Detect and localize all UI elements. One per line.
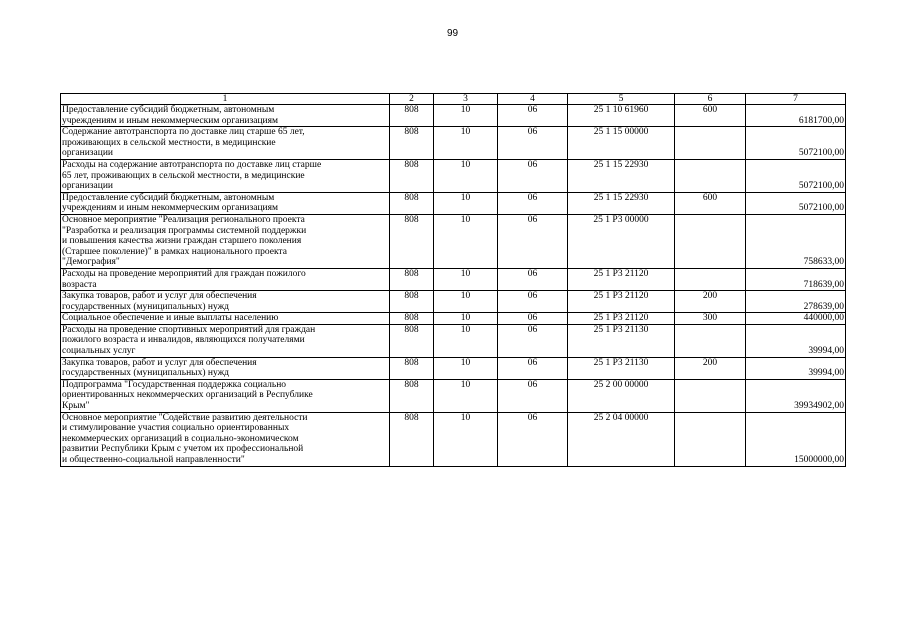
row-target-article-cell: 25 2 00 00000 [568, 379, 675, 412]
row-ministry-code-cell: 808 [390, 379, 434, 412]
row-ministry-code-cell: 808 [390, 214, 434, 268]
row-expense-type-cell [675, 324, 746, 357]
row-amount-cell: 39994,00 [746, 324, 846, 357]
row-target-article-cell: 25 1 P3 21130 [568, 324, 675, 357]
row-name-cell: Расходы на проведение мероприятий для граждан пожилого возраста [61, 268, 390, 290]
row-section-cell: 10 [434, 324, 498, 357]
row-name-cell: Предоставление субсидий бюджетным, автономным учреждениям и иным некоммерческим организациям [61, 105, 390, 127]
row-target-article-cell: 25 1 10 61960 [568, 105, 675, 127]
row-amount-cell: 758633,00 [746, 214, 846, 268]
header-cell-2: 2 [390, 94, 434, 105]
row-amount-cell: 39994,00 [746, 357, 846, 379]
row-section-cell: 10 [434, 313, 498, 325]
row-ministry-code-cell: 808 [390, 268, 434, 290]
row-section-cell: 10 [434, 105, 498, 127]
row-ministry-code-cell: 808 [390, 159, 434, 192]
row-expense-type-cell: 600 [675, 105, 746, 127]
header-cell-5: 5 [568, 94, 675, 105]
table-row [61, 192, 846, 214]
header-cell-6: 6 [675, 94, 746, 105]
row-target-article-cell: 25 1 15 22930 [568, 159, 675, 192]
row-target-article-cell: 25 2 04 00000 [568, 412, 675, 466]
row-section-cell: 10 [434, 159, 498, 192]
row-section-cell: 10 [434, 291, 498, 313]
table-row [61, 357, 846, 379]
row-ministry-code-cell: 808 [390, 324, 434, 357]
row-ministry-code-cell: 808 [390, 192, 434, 214]
header-cell-1: 1 [61, 94, 390, 105]
row-subsection-cell: 06 [498, 379, 568, 412]
row-expense-type-cell [675, 379, 746, 412]
row-expense-type-cell: 200 [675, 357, 746, 379]
row-target-article-cell: 25 1 P3 21120 [568, 291, 675, 313]
row-section-cell: 10 [434, 412, 498, 466]
table-row [61, 291, 846, 313]
row-amount-cell: 5072100,00 [746, 159, 846, 192]
row-amount-cell: 5072100,00 [746, 192, 846, 214]
row-subsection-cell: 06 [498, 357, 568, 379]
row-target-article-cell: 25 1 P3 21120 [568, 268, 675, 290]
row-section-cell: 10 [434, 214, 498, 268]
row-subsection-cell: 06 [498, 291, 568, 313]
row-ministry-code-cell: 808 [390, 412, 434, 466]
row-section-cell: 10 [434, 192, 498, 214]
row-target-article-cell: 25 1 P3 21120 [568, 313, 675, 325]
row-amount-cell: 278639,00 [746, 291, 846, 313]
row-ministry-code-cell: 808 [390, 127, 434, 160]
row-amount-cell: 6181700,00 [746, 105, 846, 127]
row-subsection-cell: 06 [498, 324, 568, 357]
row-ministry-code-cell: 808 [390, 291, 434, 313]
row-name-cell: Закупка товаров, работ и услуг для обеспечения государственных (муниципальных) нужд [61, 291, 390, 313]
row-subsection-cell: 06 [498, 268, 568, 290]
row-section-cell: 10 [434, 268, 498, 290]
row-name-cell: Основное мероприятие "Содействие развитию деятельности и стимулирование участия социально ориентированных некоммерческих организаций в социально-экономическом развитии Республики Крым с учетом их профессиональной и общественно-социальной направленности" [61, 412, 390, 466]
table-header-row [61, 94, 846, 105]
row-amount-cell: 718639,00 [746, 268, 846, 290]
header-cell-3: 3 [434, 94, 498, 105]
row-name-cell: Содержание автотранспорта по доставке лиц старше 65 лет, проживающих в сельской местности, в медицинские организации [61, 127, 390, 160]
row-expense-type-cell [675, 127, 746, 160]
row-amount-cell: 39934902,00 [746, 379, 846, 412]
table-row [61, 412, 846, 466]
row-name-cell: Социальное обеспечение и иные выплаты населению [61, 313, 390, 325]
row-name-cell: Подпрограмма "Государственная поддержка социально ориентированных некоммерческих организаций в Республике Крым" [61, 379, 390, 412]
row-subsection-cell: 06 [498, 313, 568, 325]
row-subsection-cell: 06 [498, 105, 568, 127]
row-target-article-cell: 25 1 P3 21130 [568, 357, 675, 379]
row-subsection-cell: 06 [498, 214, 568, 268]
row-subsection-cell: 06 [498, 159, 568, 192]
table-row [61, 313, 846, 325]
row-target-article-cell: 25 1 P3 00000 [568, 214, 675, 268]
row-ministry-code-cell: 808 [390, 105, 434, 127]
table-row [61, 127, 846, 160]
header-cell-7: 7 [746, 94, 846, 105]
row-expense-type-cell: 600 [675, 192, 746, 214]
row-expense-type-cell [675, 412, 746, 466]
row-expense-type-cell: 300 [675, 313, 746, 325]
row-name-cell: Расходы на содержание автотранспорта по доставке лиц старше 65 лет, проживающих в сельской местности, в медицинские организации [61, 159, 390, 192]
budget-table [60, 93, 846, 467]
table-row [61, 214, 846, 268]
table-row [61, 379, 846, 412]
row-target-article-cell: 25 1 15 00000 [568, 127, 675, 160]
table-row [61, 324, 846, 357]
row-expense-type-cell [675, 268, 746, 290]
row-section-cell: 10 [434, 357, 498, 379]
row-name-cell: Основное мероприятие "Реализация регионального проекта "Разработка и реализация программы системной поддержки и повышения качества жизни граждан старшего поколения (Старшее поколение)" в рамках национального проекта "Демография" [61, 214, 390, 268]
row-expense-type-cell: 200 [675, 291, 746, 313]
row-amount-cell: 5072100,00 [746, 127, 846, 160]
row-ministry-code-cell: 808 [390, 357, 434, 379]
row-name-cell: Расходы на проведение спортивных мероприятий для граждан пожилого возраста и инвалидов, являющихся получателями социальных услуг [61, 324, 390, 357]
row-name-cell: Предоставление субсидий бюджетным, автономным учреждениям и иным некоммерческим организациям [61, 192, 390, 214]
row-target-article-cell: 25 1 15 22930 [568, 192, 675, 214]
page-number: 99 [446, 28, 459, 39]
row-section-cell: 10 [434, 127, 498, 160]
row-ministry-code-cell: 808 [390, 313, 434, 325]
table-row [61, 105, 846, 127]
row-subsection-cell: 06 [498, 412, 568, 466]
row-subsection-cell: 06 [498, 127, 568, 160]
row-expense-type-cell [675, 159, 746, 192]
row-amount-cell: 440000,00 [746, 313, 846, 325]
row-amount-cell: 15000000,00 [746, 412, 846, 466]
row-section-cell: 10 [434, 379, 498, 412]
table-row [61, 268, 846, 290]
row-name-cell: Закупка товаров, работ и услуг для обеспечения государственных (муниципальных) нужд [61, 357, 390, 379]
row-subsection-cell: 06 [498, 192, 568, 214]
row-expense-type-cell [675, 214, 746, 268]
table-row [61, 159, 846, 192]
header-cell-4: 4 [498, 94, 568, 105]
